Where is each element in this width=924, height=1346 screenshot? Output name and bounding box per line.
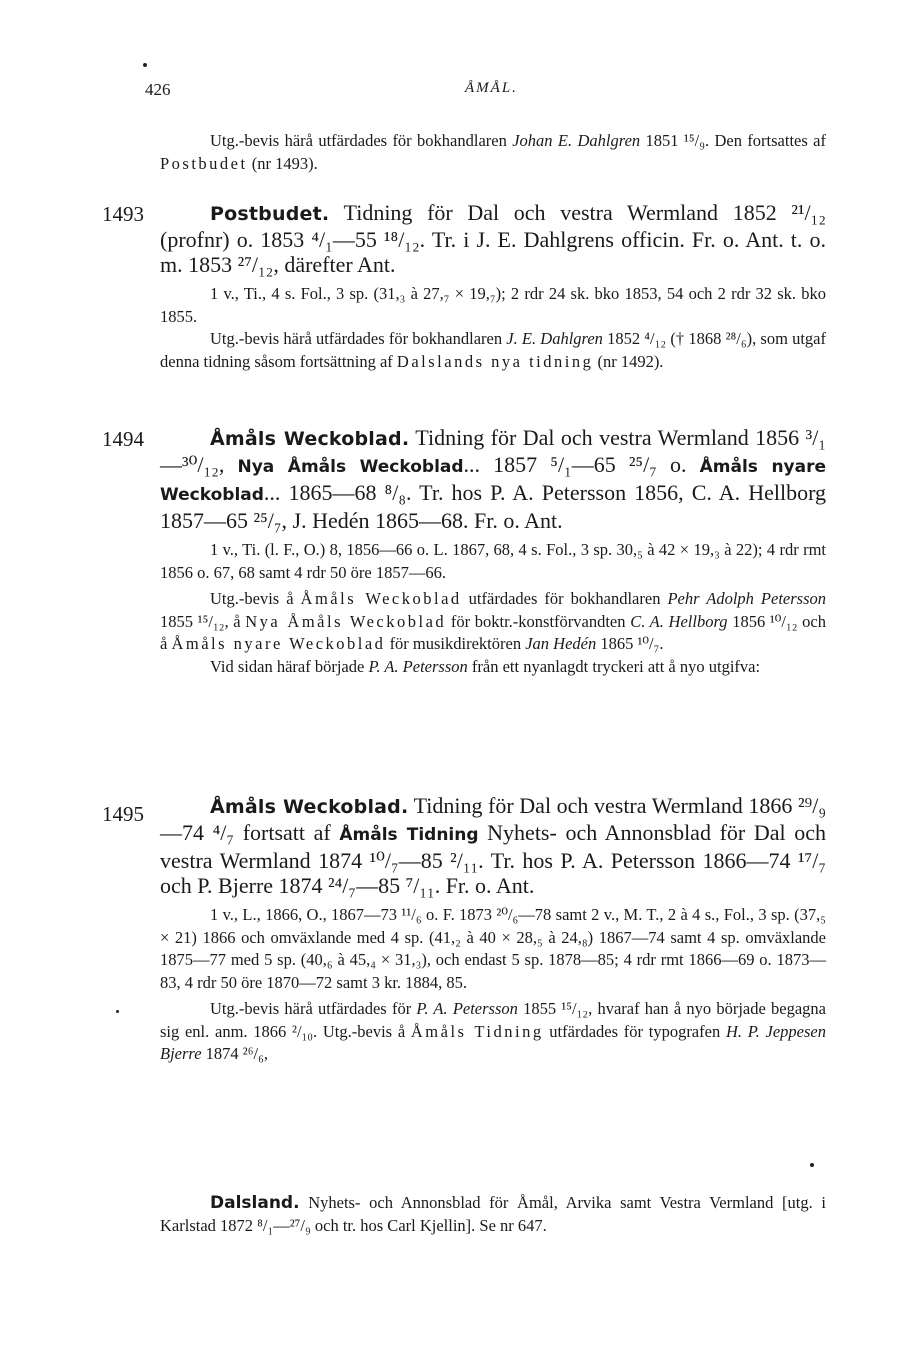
publisher-name: C. A. Hellborg xyxy=(630,611,728,631)
entry-details: 1 v., Ti. (l. F., O.) 8, 1856—66 o. L. 1867, 68, 4 s. Fol., 3 sp. 30,₅ à 42 × 19,₃ à 22); 4 rdr rmt 1856 o. 67, 68 samt 4 rdr 50 öre 1857—66. xyxy=(160,540,826,582)
publisher-name: Jan Hedén xyxy=(525,634,597,653)
newspaper-title: Nya Åmåls Weckoblad xyxy=(237,457,464,477)
entry-number: 1494 xyxy=(102,427,144,451)
entry-details: 1 v., Ti., 4 s. Fol., 3 sp. (31,₃ à 27,₇ × 19,₇); 2 rdr 24 sk. bko 1853, 54 och 2 rdr 32 sk. bko 1855. xyxy=(160,284,826,326)
entry-note: Utg.-bevis å Åmåls Weckoblad utfärdades för bokhandlaren Pehr Adolph Petersson 1855 ¹⁵/₁₂, å Nya Åmåls Weckoblad för boktr.-konstförvandten C. A. Hellborg 1856 ¹⁰/₁₂ och å Åmåls nyare Weckoblad för musikdirektören Jan Hedén 1865 ¹⁰/₇. xyxy=(160,589,827,653)
entry-note: Utg.-bevis härå utfärdades för bokhandlaren J. E. Dahlgren 1852 ⁴/₁₂ († 1868 ²⁸/₆), som utgaf denna tidning såsom fortsättning af Dalslands nya tidning (nr 1492). xyxy=(160,329,826,371)
entry-note: Utg.-bevis härå utfärdades för P. A. Petersson 1855 ¹⁵/₁₂, hvaraf han å nyo började begagna sig enl. anm. 1866 ²/₁₀. Utg.-bevis å Åmåls Tidning utfärdades för typografen H. P. Jeppesen Bjerre 1874 ²⁶/₆, xyxy=(160,999,826,1063)
publisher-name: J. E. Dahlgren xyxy=(506,329,603,348)
entry-main: Åmåls Weckoblad. Tidning för Dal och vestra Wermland 1856 ³/₁—³⁰/₁₂, Nya Åmåls Weckoblad... 1857 ⁵/₁—65 ²⁵/₇ o. Åmåls nyare Weckoblad... 1865—68 ⁸/₈. Tr. hos P. A. Petersson 1856, C. A. Hellborg 1857—65 ²⁵/₇, J. Hedén 1865—68. Fr. o. Ant. xyxy=(160,425,827,533)
entry-number: 1495 xyxy=(102,802,144,826)
entry-title: Åmåls Weckoblad. xyxy=(210,428,410,450)
newspaper-title: Dalsland. xyxy=(210,1193,300,1213)
running-head: ÅMÅL. xyxy=(465,80,518,96)
newspaper-name: Nya Åmåls Weckoblad xyxy=(245,611,447,631)
newspaper-title: Åmåls nyare Weckoblad xyxy=(160,457,827,505)
entry-note: Vid sidan häraf började P. A. Petersson från ett nyanlagdt tryckeri att å nyo utgifva: xyxy=(210,656,761,676)
speck-mark xyxy=(116,1010,119,1013)
publisher-name: H. P. Jeppesen Bjerre xyxy=(160,1021,826,1063)
entry-main: Åmåls Weckoblad. Tidning för Dal och vestra Wermland 1866 ²⁹/₉—74 ⁴/₇ fortsatt af Åmåls Tidning Nyhets- och Annonsblad för Dal och vestra Wermland 1874 ¹⁰/₇—85 ²/₁₁. Tr. hos P. A. Petersson 1866—74 ¹⁷/₇ och P. Bjerre 1874 ²⁴/₇—85 ⁷/₁₁. Fr. o. Ant. xyxy=(160,793,827,898)
speck-mark xyxy=(143,63,147,67)
entry-1495 xyxy=(160,793,826,1066)
entry-number: 1493 xyxy=(102,202,144,226)
entry-title: Postbudet. xyxy=(210,203,330,225)
entry-details: 1 v., L., 1866, O., 1867—73 ¹¹/₆ o. F. 1873 ²⁰/₆—78 samt 2 v., M. T., 2 à 4 s., Fol., 3 sp. (37,₅ × 21) 1866 och omväxlande med 4 sp. (41,₂ à 40 × 28,₅ à 24,₈) 1867—74 samt 4 sp. omväxlande 1875—77 med 5 sp. (40,₆ à 45,₄ × 31,₃), och endast 5 sp. 1878—85; 4 rdr rmt 1866—69 o. 1873—83, 4 rdr 50 öre 1870—72 samt 3 kr. 1884, 85. xyxy=(160,905,826,992)
publisher-name: P. A. Petersson xyxy=(416,999,518,1018)
newspaper-name: Dalslands nya tidning xyxy=(396,351,594,371)
footer-note-paragraph: Dalsland. Nyhets- och Annonsblad för Åmål, Arvika samt Vestra Vermland [utg. i Karlstad 1872 ⁸/₁—²⁷/₉ och tr. hos Carl Kjellin]. Se nr 647. xyxy=(160,1193,826,1235)
newspaper-name: Åmåls Weckoblad xyxy=(300,589,462,608)
newspaper-name: Åmåls Tidning xyxy=(410,1021,544,1041)
publisher-name: Pehr Adolph Petersson xyxy=(667,589,826,608)
page-header xyxy=(145,80,825,104)
entry-title: Åmåls Weckoblad. xyxy=(210,796,409,818)
top-note-paragraph: Utg.-bevis härå utfärdades för bokhandlaren Johan E. Dahlgren 1851 ¹⁵/₉. Den fortsattes af Postbudet (nr 1493). xyxy=(160,131,826,173)
publisher-name: Johan E. Dahlgren xyxy=(512,131,641,150)
top-note xyxy=(160,130,826,175)
newspaper-title: Åmåls Tidning xyxy=(339,825,479,845)
entry-main: Postbudet. Tidning för Dal och vestra Wermland 1852 ²¹/₁₂ (profnr) o. 1853 ⁴/₁—55 ¹⁸/₁₂. Tr. i J. E. Dahlgrens officin. Fr. o. Ant. t. o. m. 1853 ²⁷/₁₂, därefter Ant. xyxy=(160,200,826,277)
entry-1493 xyxy=(160,200,826,373)
page-number: 426 xyxy=(145,80,171,99)
entry-1494 xyxy=(160,425,826,678)
publisher-name: P. A. Petersson xyxy=(368,656,468,676)
footer-note xyxy=(160,1192,826,1237)
newspaper-name: Åmåls nyare Weckoblad xyxy=(171,634,386,653)
newspaper-name: Postbudet xyxy=(160,153,248,173)
speck-mark xyxy=(810,1163,814,1167)
